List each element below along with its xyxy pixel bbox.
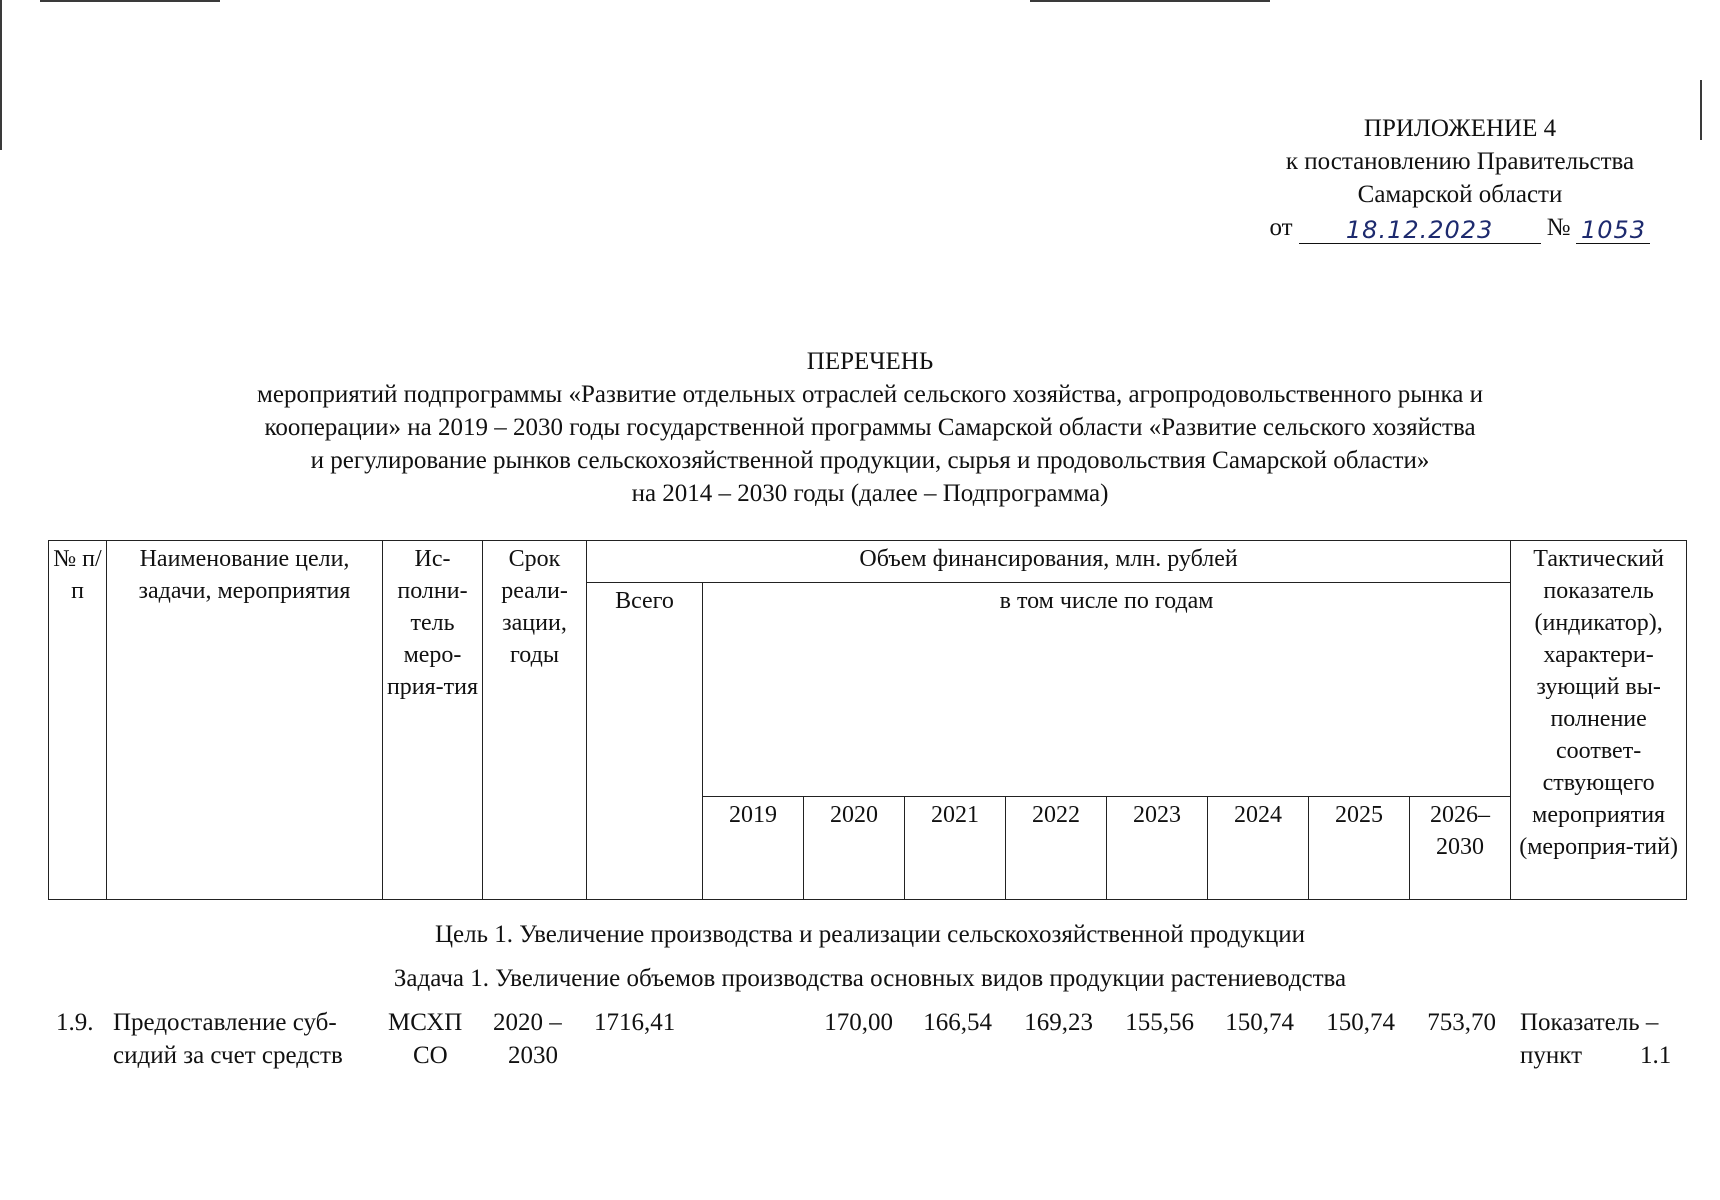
row-indicator-line-2a: пункт <box>1520 1042 1582 1069</box>
row-value-2023: 155,56 <box>1125 1009 1194 1036</box>
scan-edge-mark <box>40 0 220 2</box>
header-term: Срок реали-зации, годы <box>483 541 587 900</box>
row-indicator-line-1: Показатель – <box>1520 1009 1659 1036</box>
row-number: 1.9. <box>56 1009 94 1036</box>
scan-edge-mark <box>1030 0 1270 2</box>
title-line-1: мероприятий подпрограммы «Развитие отдельных отраслей сельского хозяйства, агропродовольственного рынка и <box>257 381 1483 408</box>
header-by-years: в том числе по годам <box>703 583 1511 797</box>
row-value-2026-2030: 753,70 <box>1427 1009 1496 1036</box>
header-executor: Ис-полни-тель меро-прия-тия <box>383 541 483 900</box>
appendix-date-row <box>1240 211 1680 244</box>
header-year: 2020 <box>804 797 905 900</box>
appendix-header <box>1240 112 1680 244</box>
header-year: 2024 <box>1208 797 1309 900</box>
row-value-2021: 166,54 <box>923 1009 992 1036</box>
header-name: Наименование цели, задачи, мероприятия <box>107 541 383 900</box>
appendix-line-1: к постановлению Правительства <box>1285 148 1635 175</box>
appendix-title: ПРИЛОЖЕНИЕ 4 <box>1363 115 1557 142</box>
measures-table-header <box>48 540 1687 900</box>
row-value-2022: 169,23 <box>1024 1009 1093 1036</box>
row-term-line-1: 2020 – <box>493 1009 562 1036</box>
scan-edge-mark <box>0 0 2 150</box>
header-year: 2021 <box>905 797 1006 900</box>
handwritten-number: 1053 <box>1576 217 1650 244</box>
appendix-line-2: Самарской области <box>1357 181 1563 208</box>
row-value-2024: 150,74 <box>1225 1009 1294 1036</box>
header-year: 2026–2030 <box>1410 797 1511 900</box>
header-no: № п/п <box>49 541 107 900</box>
header-year: 2025 <box>1309 797 1410 900</box>
title-line-3: и регулирование рынков сельскохозяйственной продукции, сырья и продовольствия Самарской области» <box>310 447 1430 474</box>
row-indicator-line-2b: 1.1 <box>1640 1042 1672 1069</box>
header-funding: Объем финансирования, млн. рублей <box>587 541 1511 583</box>
number-prefix: № <box>1546 214 1571 241</box>
scan-edge-mark <box>1700 80 1702 140</box>
row-value-2025: 150,74 <box>1326 1009 1395 1036</box>
row-name-line-2: сидий за счет средств <box>113 1042 343 1069</box>
handwritten-date: 18.12.2023 <box>1299 217 1541 244</box>
title-line-4: на 2014 – 2030 годы (далее – Подпрограмма) <box>631 480 1109 507</box>
row-term-line-2: 2030 <box>508 1042 558 1069</box>
header-total: Всего <box>587 583 703 900</box>
document-title-block <box>120 345 1620 510</box>
row-executor-line-1: МСХП <box>388 1009 463 1036</box>
header-indicator: Тактический показатель (индикатор), характери-зующий вы-полнение соответ-ствующего мероприятия (мероприя-тий) <box>1511 541 1687 900</box>
date-prefix: от <box>1269 214 1293 241</box>
row-total: 1716,41 <box>594 1009 676 1036</box>
title-line-2: кооперации» на 2019 – 2030 годы государственной программы Самарской области «Развитие сельского хозяйства <box>264 414 1476 441</box>
task-heading: Задача 1. Увеличение объемов производства основных видов продукции растениеводства <box>393 965 1347 992</box>
row-name-line-1: Предоставление суб- <box>113 1009 337 1036</box>
document-title: ПЕРЕЧЕНЬ <box>806 348 934 375</box>
goal-heading: Цель 1. Увеличение производства и реализации сельскохозяйственной продукции <box>434 921 1306 948</box>
header-year: 2019 <box>703 797 804 900</box>
header-year: 2022 <box>1006 797 1107 900</box>
row-value-2020: 170,00 <box>824 1009 893 1036</box>
row-executor-line-2: СО <box>413 1042 448 1069</box>
header-year: 2023 <box>1107 797 1208 900</box>
